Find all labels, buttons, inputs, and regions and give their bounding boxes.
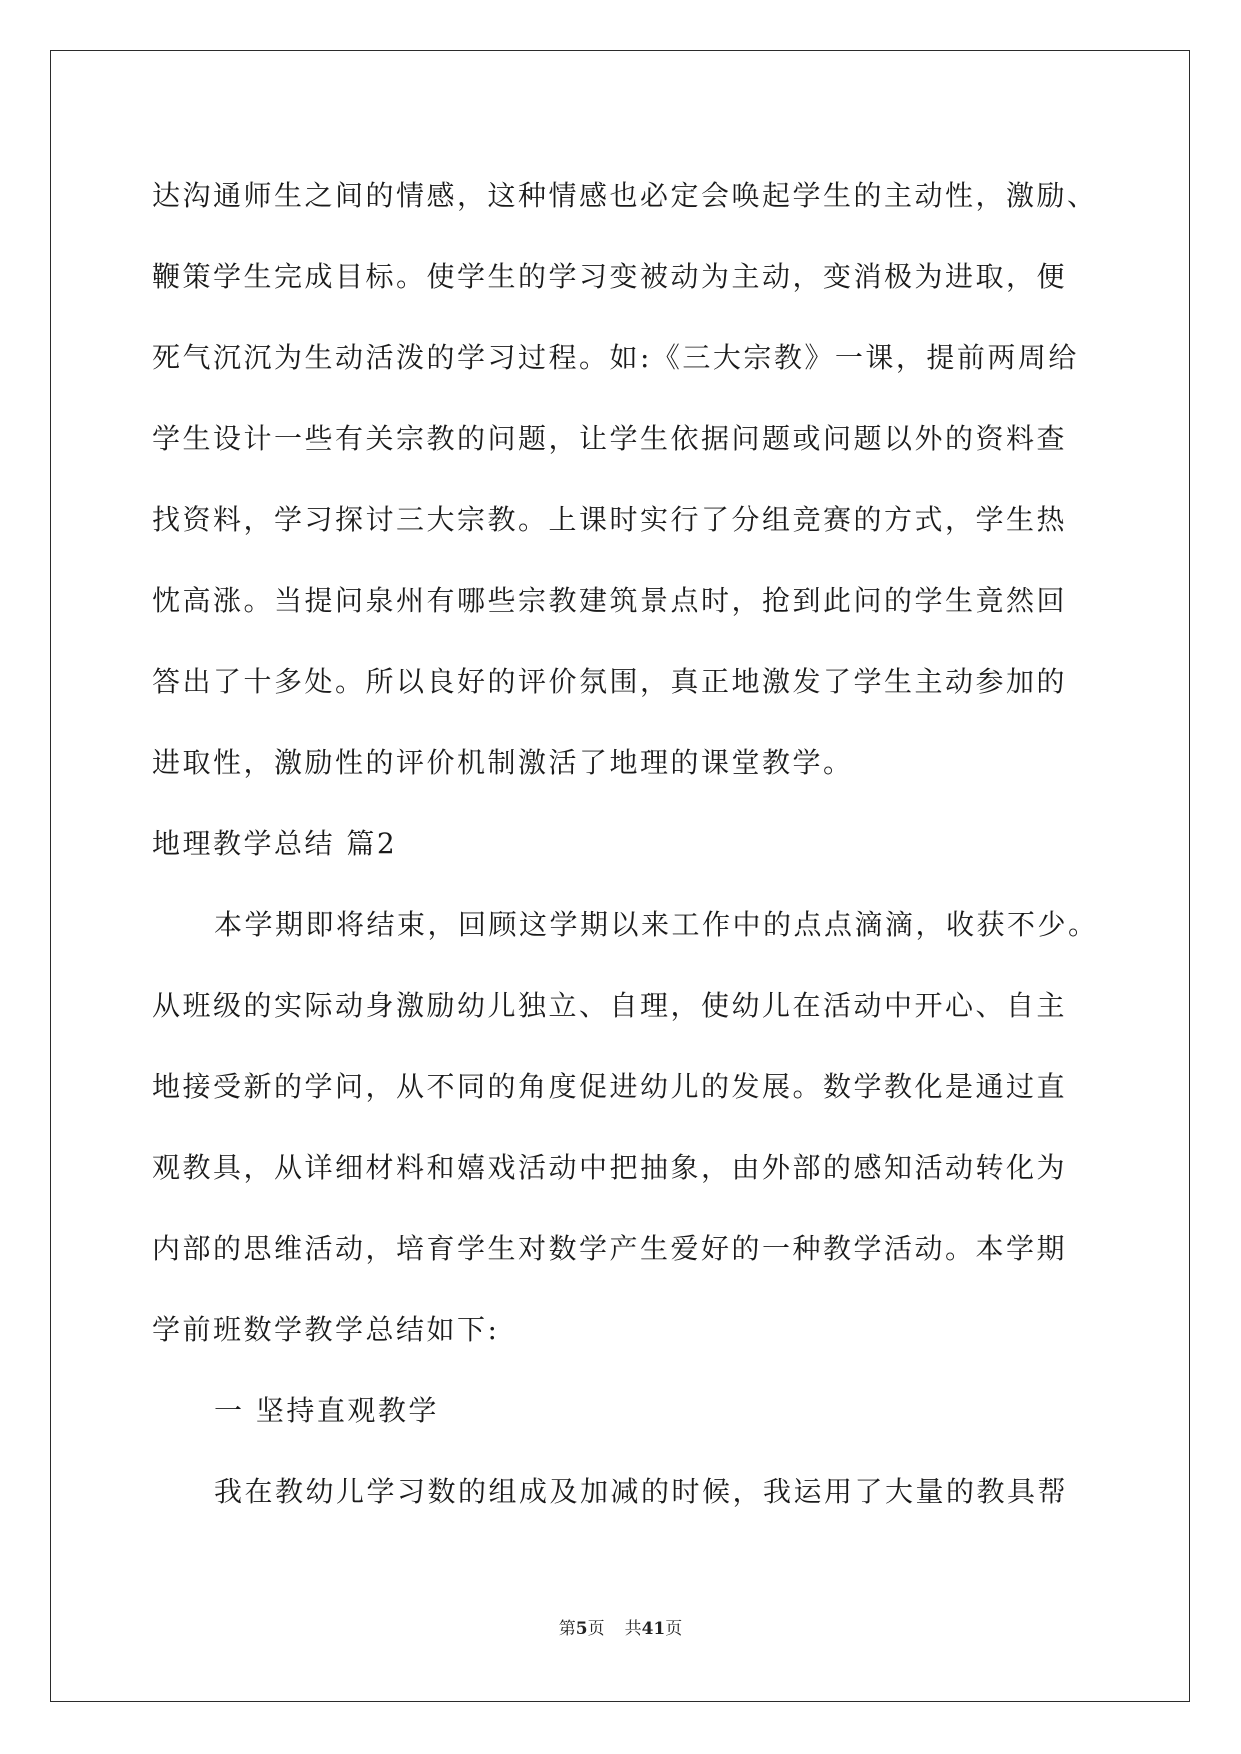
total-pages: 41 <box>641 1619 666 1639</box>
subsection-heading: 一 坚持直观教学 <box>214 1394 439 1427</box>
paragraph-line: 学生设计一些有关宗教的问题，让学生依据问题或问题以外的资料查 <box>152 422 1068 455</box>
paragraph-line: 进取性，激励性的评价机制激活了地理的课堂教学。 <box>152 746 854 779</box>
paragraph-line: 学前班数学教学总结如下: <box>152 1313 500 1346</box>
paragraph-line: 从班级的实际动身激励幼儿独立、自理，使幼儿在活动中开心、自主 <box>152 989 1068 1022</box>
paragraph-line: 达沟通师生之间的情感，这种情感也必定会唤起学生的主动性，激励、 <box>152 179 1098 212</box>
paragraph-line: 内部的思维活动，培育学生对数学产生爱好的一种教学活动。本学期 <box>152 1232 1068 1265</box>
page-number: 5 <box>575 1619 588 1639</box>
paragraph-line: 找资料，学习探讨三大宗教。上课时实行了分组竞赛的方式，学生热 <box>152 503 1068 536</box>
paragraph-line: 死气沉沉为生动活泼的学习过程。如:《三大宗教》一课，提前两周给 <box>152 341 1079 374</box>
paragraph-line: 鞭策学生完成目标。使学生的学习变被动为主动，变消极为进取，便 <box>152 260 1068 293</box>
paragraph-line: 地接受新的学问，从不同的角度促进幼儿的发展。数学教化是通过直 <box>152 1070 1068 1103</box>
page-suffix: 页 <box>587 1619 605 1639</box>
total-suffix: 页 <box>665 1619 683 1639</box>
paragraph-line: 我在教幼儿学习数的组成及加减的时候，我运用了大量的教具帮 <box>214 1475 1069 1508</box>
total-prefix: 共 <box>624 1619 642 1639</box>
page-prefix: 第 <box>558 1619 576 1639</box>
document-body <box>152 155 1099 1532</box>
section-heading: 地理教学总结 篇2 <box>152 827 398 860</box>
paragraph-line: 答出了十多处。所以良好的评价氛围，真正地激发了学生主动参加的 <box>152 665 1068 698</box>
paragraph-line: 本学期即将结束，回顾这学期以来工作中的点点滴滴，收获不少。 <box>214 908 1099 941</box>
paragraph-line: 忱高涨。当提问泉州有哪些宗教建筑景点时，抢到此问的学生竟然回 <box>152 584 1068 617</box>
paragraph-line: 观教具，从详细材料和嬉戏活动中把抽象，由外部的感知活动转化为 <box>152 1151 1068 1184</box>
page-footer <box>0 1614 1241 1639</box>
